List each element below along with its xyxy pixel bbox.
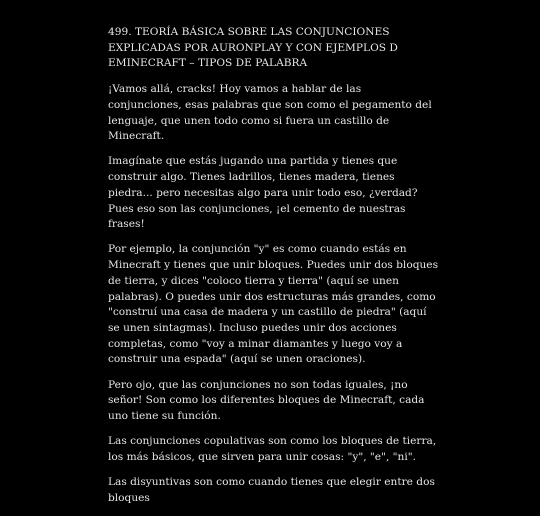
paragraph-example-y: Por ejemplo, la conjunción "y" es como cuando estás en Minecraft y tienes que unir bloques. Puedes unir dos bloques de tierra, y dices "coloco tierra y tierra" (aquí se unen palabras). O puedes unir dos estructuras más grandes, como "construí una casa de madera y un castillo de piedra" (aquí se unen sintagmas). Incluso puedes unir dos acciones completas, como "voy a minar diamantes y luego voy a construir una espada" (aquí se unen oraciones).	[108, 243, 439, 366]
paragraph-copulativas: Las conjunciones copulativas son como los bloques de tierra, los más básicos, que sirven para unir cosas: "y", "e", "ni".	[108, 435, 437, 463]
paragraph-types: Pero ojo, que las conjunciones no son todas iguales, ¡no señor! Son como los diferentes bloques de Minecraft, cada uno tiene su función.	[108, 378, 425, 422]
article	[108, 25, 438, 516]
paragraph-analogy: Imagínate que estás jugando una partida y tienes que construir algo. Tienes ladrillos, tienes madera, tienes piedra... pero necesitas algo para unir todo eso, ¿verdad? Pues eso son las conjunciones, ¡el cemento de nuestras frases!	[108, 155, 418, 231]
paragraph-disyuntivas: Las disyuntivas son como cuando tienes que elegir entre dos bloques	[108, 476, 435, 504]
article-title: 499. TEORÍA BÁSICA SOBRE LAS CONJUNCIONES EXPLICADAS POR AURONPLAY Y CON EJEMPLOS D EMINECRAFT – TIPOS DE PALABRA	[108, 26, 398, 70]
paragraph-intro: ¡Vamos allá, cracks! Hoy vamos a hablar de las conjunciones, esas palabras que son como el pegamento del lenguaje, que unen todo como si fuera un castillo de Minecraft.	[108, 83, 432, 143]
